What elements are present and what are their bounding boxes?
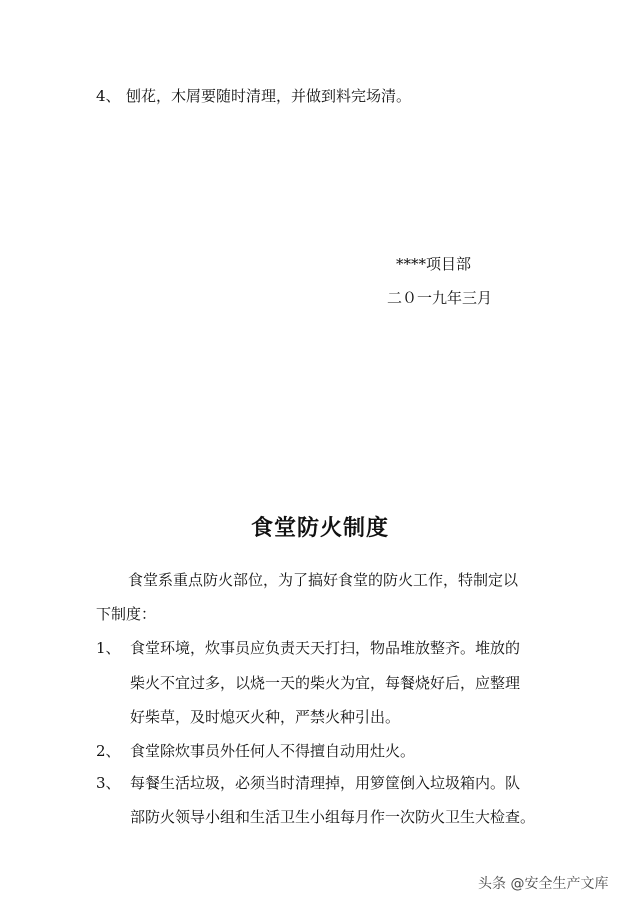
signature-date: 二０一九年三月 <box>387 289 493 307</box>
list-number-2: 2、 <box>96 742 121 760</box>
list-number-3: 3、 <box>96 774 121 792</box>
list-item-4-text: 刨花，木屑要随时清理，并做到料完场清。 <box>126 87 412 105</box>
department-signature: ****项目部 <box>396 255 472 273</box>
item-1-line-1: 食堂环境，炊事员应负责天天打扫，物品堆放整齐。堆放的 <box>130 639 521 657</box>
intro-line-1: 食堂系重点防火部位，为了搞好食堂的防火工作，特制定以 <box>128 571 519 589</box>
intro-line-2: 下制度： <box>96 605 157 623</box>
item-3-line-2: 部防火领导小组和生活卫生小组每月作一次防火卫生大检查。 <box>130 808 536 826</box>
item-3-line-1: 每餐生活垃圾，必须当时清理掉，用箩筐倒入垃圾箱内。队 <box>130 774 521 792</box>
source-watermark: 头条 @安全生产文库 <box>478 876 609 892</box>
item-2-line-1: 食堂除炊事员外任何人不得擅自动用灶火。 <box>130 742 416 760</box>
list-number-4: 4、 <box>96 87 121 105</box>
item-1-line-3: 好柴草，及时熄灭火种，严禁火种引出。 <box>130 708 401 726</box>
section-title: 食堂防火制度 <box>250 516 389 541</box>
list-number-1: 1、 <box>96 639 121 657</box>
item-1-line-2: 柴火不宜过多，以烧一天的柴火为宜，每餐烧好后，应整理 <box>130 674 521 692</box>
